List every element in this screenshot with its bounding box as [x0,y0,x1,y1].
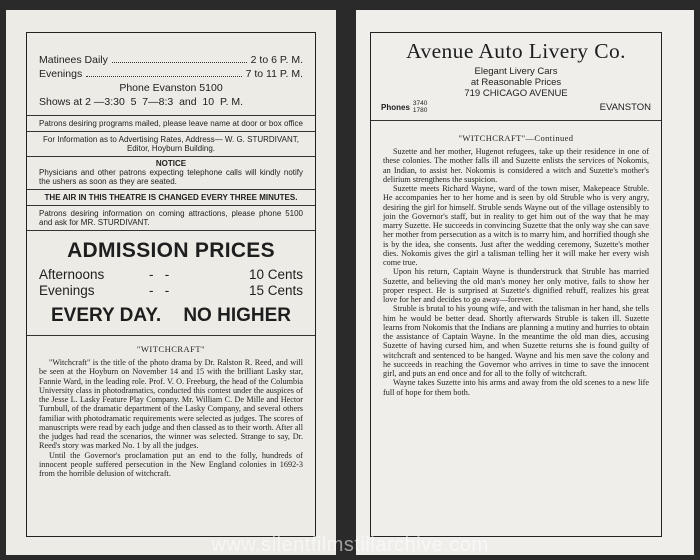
every-day-text: EVERY DAY. [51,305,162,326]
left-page [6,10,336,555]
no-higher-text: NO HIGHER [183,305,291,326]
tagline-1: Elegant Livery Cars [474,66,558,77]
address: 719 CHICAGO AVENUE [464,88,568,99]
shows-line: Shows at 2 —3:30 5 7—8:3 and 10 P. M. [39,96,244,108]
advertising-notice: For Information as to Advertising Rates, Address— W. G. STURDIVANT, Editor, Hoyburn Building. [43,135,299,153]
right-page [356,10,694,555]
schedule-block [27,33,315,109]
schedule-label: Evenings [39,68,83,80]
schedule-row-matinees [39,53,303,67]
price-label: Evenings [39,283,95,298]
article-title: "WITCHCRAFT" [136,344,206,354]
phone-number: 1780 [412,107,428,114]
price-value: 15 Cents [248,283,303,298]
company-name: Avenue Auto Livery Co. [406,39,626,63]
attractions-notice: Patrons desiring information on coming attractions, please phone 5100 and ask for MR. STURDIVANT. [39,209,303,227]
phone-line: Phone Evanston 5100 [119,82,223,94]
admission-title: ADMISSION PRICES [67,239,275,262]
notice-heading: NOTICE [155,159,187,168]
article-paragraph: Wayne takes Suzette into his arms and away from the old scenes to a new life full of hope for them both. [383,378,649,397]
programs-notice: Patrons desiring programs mailed, please leave name at door or box office [39,119,303,128]
schedule-value: 2 to 6 P. M. [250,54,303,66]
article-paragraph: Suzette and her mother, Hugenot refugees, take up their residence in one of these colonies. The mother falls ill and Suzette enlists the services of Nokomis, an Indian, to assist her. Nokomis is considered a witch and Suzette's mother's delirium strengthens the suspicion. [383,147,649,184]
schedule-value: 7 to 11 P. M. [245,68,303,80]
price-dashes: - - [149,283,170,298]
article-paragraph: Struble is brutal to his young wife, and with the talisman in her hand, she tells him he would be better dead. Shortly afterwards Struble is taken ill. Suzette learns from Nokomis that the Indians are planning a mutiny and hurries to obtain the assistance of Captain Wayne. In the meantime the old man dies, accusing Suzette of having cursed him, and when Suzette returns she is found guilty of witchcraft and sentenced to be hanged. Wayne and his men save the colony and he succeeds in reaching the Governor who arrives in time to save the innocent girl, and puts an end once and for all to the folly of witchcraft. [383,304,649,378]
phones-label: Phones [381,102,410,112]
phone-city-row [381,100,651,114]
schedule-row-evenings [39,67,303,81]
article-paragraph: Until the Governor's proclamation put an end to the folly, hundreds of innocent people suffered persecution in the New England colonies in 1692-3 from the horrible delusion of witchcraft. [39,450,303,478]
price-label: Afternoons [39,267,105,282]
price-row-afternoons [39,267,303,283]
schedule-label: Matinees Daily [39,54,108,66]
every-day-row [39,305,303,327]
admission-block [27,231,315,327]
article-title: "WITCHCRAFT"—Continued [458,133,574,143]
air-notice: THE AIR IN THIS THEATRE IS CHANGED EVERY THREE MINUTES. [44,193,298,202]
phone-number: 3740 [412,100,428,107]
article-paragraph: Upon his return, Captain Wayne is thunderstruck that Struble has married Suzette, and believing the old man's money her only motive, fails to show her proper respect. He is surprised at Suzette's dignified rebuff, realizes his great love for her and decides to go away—forever. [383,267,649,304]
right-page-frame [370,32,662,537]
left-page-frame [26,32,316,537]
article-body [371,143,661,397]
tagline-2: at Reasonable Prices [470,77,562,88]
article-paragraph: "Witchcraft" is the title of the photo drama by Dr. Ralston R. Reed, and will be seen at the Hoyburn on November 14 and 15 with the brilliant Lasky star, Fannie Ward, in the leading role. Prof. V. O. Freeburg, the head of the Columbia University class in photodramatics, conducted this contest under the auspices of the Jesse L. Lasky Feature Play Company. Mr. William C. De Mille and Hector Turnbull, of the dramatic department of the Lasky Company, and several others familiar with photodramatic requirements were selected as judges. The scores of manuscripts were read by each judge and then classed as to their worth. After all the judges had read the scenarios, the winner was selected. Strange to say, Dr. Reed's story was marked No. 1 by all the judges. [39,358,303,451]
price-row-evenings [39,283,303,299]
price-dashes: - - [149,267,170,282]
article-paragraph: Suzette meets Richard Wayne, ward of the town miser, Makepeace Struble. He accompanies her to her home and is seen by old Struble who is very angry, desiring the girl for himself. Struble sends Wayne out of the village ostensibly to join the Governor's staff, but in reality to get him out of the way that he may marry Suzette. He succeeds in convincing Suzette that the only way she can save her mother from persecution as a witch is to marry him, and horrified though she is by the idea, she consents. Just after the wedding ceremony, Suzette's mother dies. Nokomis gives the girl a talisman telling her it will make her every wish come true. [383,184,649,267]
article-body [27,358,315,478]
advertisement [371,33,661,114]
watermark: www.silentfilmstillarchive.com [211,534,489,556]
phone-numbers [413,100,427,114]
notice-text: Physicians and other patrons expecting telephone calls will kindly notify the ushers as soon as they are seated. [39,168,303,186]
city: EVANSTON [599,101,651,113]
price-value: 10 Cents [248,267,303,282]
